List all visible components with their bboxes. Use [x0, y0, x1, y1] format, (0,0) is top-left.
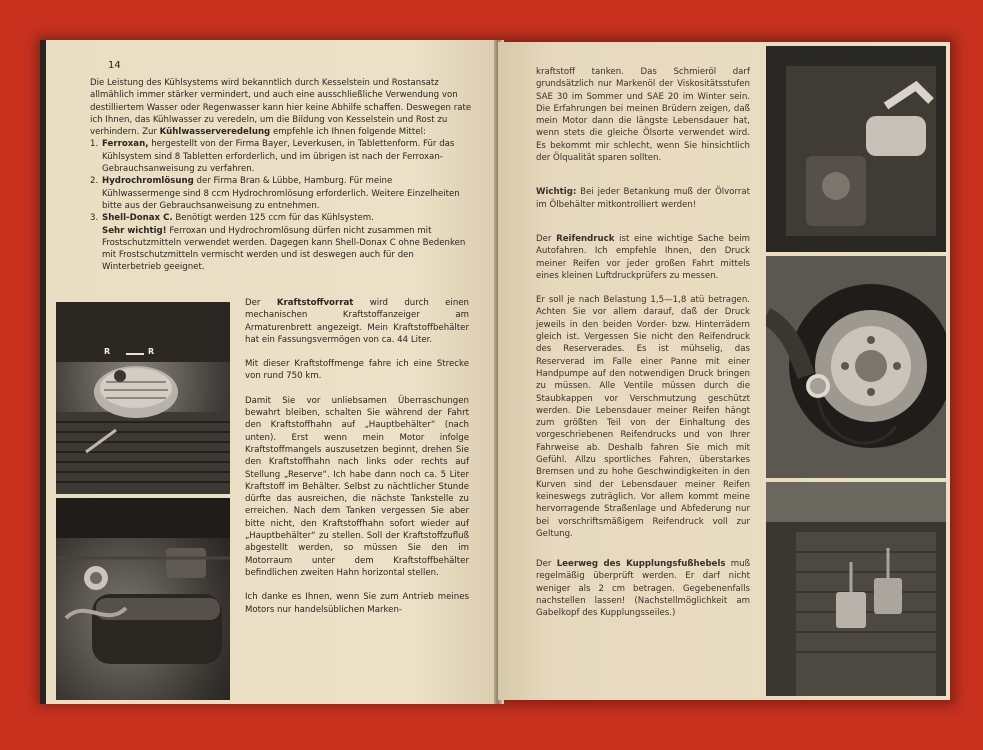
tire-pressure-photo: [766, 256, 946, 478]
list-item: 2. Hydrochromlösung der Firma Bran & Lübbe, Hamburg. Für meine Kühlwassermenge sind 8 ccm Hydrochromlösung erforderlich. Weitere Einzelheiten bitte aus der Gebrauchsanweisung zu entnehmen.: [90, 176, 460, 211]
fuel-section: [245, 297, 469, 628]
page-number: 14: [108, 60, 121, 71]
tire-care-paragraph: Er soll je nach Belastung 1,5—1,8 atü betragen. Achten Sie vor allem darauf, daß der Druck jeweils in den beiden Vorder- bzw. Hinterrädern gleich ist. Vergessen Sie nicht den Reifendruck des Reserverades. Es ist mühselig, das Reserverad im Falle einer Panne mit einer Handpumpe auf den notwendigen Druck bringen zu müssen. Alle Ventile müssen durch die Staubkappen vor Verschmutzung geschützt werden. Die Lebensdauer meiner Reifen hängt zum größten Teil von der Einhaltung des vorgeschriebenen Reifendrucks und von Ihrer Fahrweise ab. Deshalb fahren Sie mich mit Gefühl. Allzu sportliches Fahren, überstarkes Bremsen und zu hohe Geschwindigkeiten in den Kurven sind der Lebensdauer meiner Reifen keineswegs zuträglich. Vor allem kommt meine hervorragende Straßenlage und Abfederung nur bei vorschriftsmäßigem Reifendruck voll zur Geltung.: [536, 295, 750, 539]
antifreeze-warning: Sehr wichtig! Ferroxan und Hydrochromlösung dürfen nicht zusammen mit Frostschutzmitteln verwendet werden. Dagegen kann Shell-Donax C ohne Bedenken mit Frostschutzmitteln vermischt werden und ist deswegen auch für den Winterbetrieb geeignet.: [102, 225, 466, 273]
right-text-column: [536, 66, 750, 632]
fuel-range-paragraph: Mit dieser Kraftstoffmenge fahre ich eine Strecke von rund 750 km.: [245, 359, 469, 382]
fuel-capacity-paragraph: Der Kraftstoffvorrat wird durch einen mechanischen Kraftstoffanzeiger am Armaturenbrett angezeigt. Mein Kraftstoffbehälter hat ein Fassungsvermögen von ca. 44 Liter.: [245, 298, 469, 345]
list-item: 1. Ferroxan, hergestellt von der Firma Bayer, Leverkusen, in Tablettenform. Für das Kühlsystem sind 8 Tabletten erforderlich, und im übrigen ist nach der Ferroxan-Gebrauchsanweisung zu verfahren.: [90, 139, 455, 175]
tire-illustration: [766, 256, 946, 478]
fuel-brand-paragraph: Ich danke es Ihnen, wenn Sie zum Antrieb meines Motors nur handelsüblichen Marken-: [245, 592, 469, 615]
cooling-intro: Die Leistung des Kühlsystems wird bekanntlich durch Kesselstein und Rostansatz allmählich immer stärker vermindert, und auch eine ausschließliche Verwendung von destilliertem Wasser oder Regenwasser kann hier keine Abhilfe schaffen. Deswegen rate ich Ihnen, das Kühlwasser zu veredeln, um die Bildung von Kesselstein und Rost zu verhindern. Zur Kühlwasserveredelung empfehle ich Ihnen folgende Mittel:: [90, 78, 472, 138]
fuel-gauge-photo: [56, 302, 230, 494]
fuel-tap-paragraph: Damit Sie vor unliebsamen Überraschungen bewahrt bleiben, schalten Sie während der Fahrt den Kraftstoffhahn auf „Hauptbehälter“ (nach unten). Erst wenn mein Motor infolge Kraftstoffmangels auszusetzen beginnt, drehen Sie den Kraftstoffhahn nach links oder rechts auf Stellung „Reserve“. Ich habe dann noch ca. 5 Liter Kraftstoff im Behälter. Selbst zu nächtlicher Stunde dürfte das ausreichen, die nächste Tankstelle zu erreichen. Nach dem Tanken vergessen Sie aber bitte nicht, den Kraftstoffhahn sofort wieder auf „Hauptbehälter“ zu stellen. Soll der Kraftstoffzufluß abgestellt werden, so müssen Sie den im Motorraum unter dem Kraftstoffbehälter befindlichen zweiten Hahn horizontal stellen.: [245, 395, 469, 578]
tire-pressure-paragraph: Der Reifendruck ist eine wichtige Sache beim Autofahren. Ich empfehle Ihnen, den Druck meiner Reifen vor jeder großen Fahrt mittels eines kleinen Luftdruckprüfers zu messen.: [536, 233, 750, 281]
cooling-section: [90, 77, 472, 274]
gauge-label-left: R: [104, 347, 111, 356]
list-item: 3. Shell-Donax C. Benötigt werden 125 ccm für das Kühlsystem.: [90, 213, 374, 224]
clutch-pedal-photo: [766, 482, 946, 696]
left-page: [40, 40, 504, 704]
oil-filler-illustration: [766, 46, 946, 252]
right-page: [498, 42, 950, 700]
clutch-paragraph: Der Leerweg des Kupplungsfußhebels muß regelmäßig überprüft werden. Er darf nicht weniger als 2 cm betragen. Gegebenenfalls nachstellen lassen! (Nachstellmöglichkeit am Gabelkopf des Kupplungsseiles.): [536, 559, 750, 619]
oil-warning: Wichtig: Bei jeder Betankung muß der Ölvorrat im Ölbehälter mitkontrolliert werden!: [536, 187, 750, 210]
engine-illustration: [56, 498, 230, 700]
oil-filler-photo: [766, 46, 946, 252]
gauge-label-right: R: [148, 347, 155, 356]
oil-paragraph: kraftstoff tanken. Das Schmieröl darf grundsätzlich nur Markenöl der Viskositätsstufen SAE 30 im Sommer und SAE 20 im Winter sein. Die Erfahrungen bei meinen Brüdern zeigen, daß mein Motor dann die längste Lebensdauer hat, wenn stets die gleiche Ölsorte verwendet wird. Es bekommt mir schlecht, wenn Sie hinsichtlich der Ölqualität sparen sollten.: [536, 67, 750, 164]
engine-compartment-photo: [56, 498, 230, 700]
pedal-illustration: [766, 482, 946, 696]
additive-list: [90, 138, 472, 224]
fuel-gauge-illustration: [56, 302, 230, 494]
